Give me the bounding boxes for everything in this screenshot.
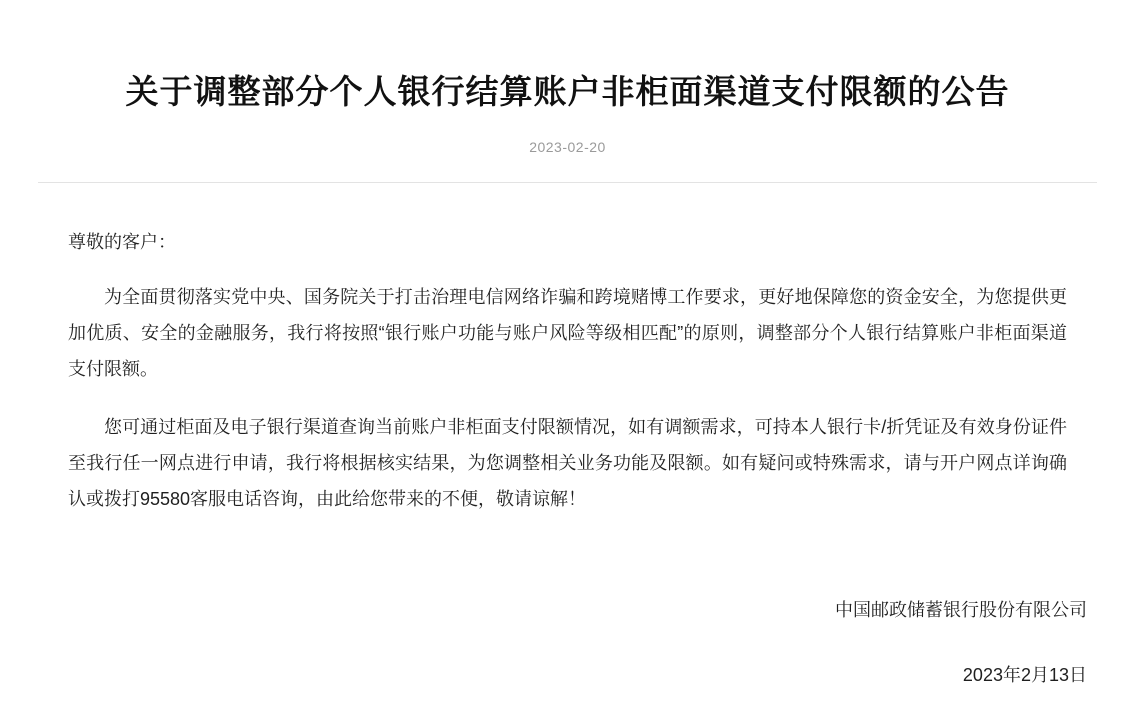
publish-date: 2023-02-20 — [529, 138, 606, 155]
body-paragraph-1: 为全面贯彻落实党中央、国务院关于打击治理电信网络诈骗和跨境赌博工作要求，更好地保障您的资金安全，为您提供更加优质、安全的金融服务，我行将按照“银行账户功能与账户风险等级相匹配”的原则，调整部分个人银行结算账户非柜面渠道支付限额。 — [68, 287, 1067, 380]
header-divider — [38, 182, 1097, 183]
announcement-page — [0, 22, 1135, 711]
salutation-text: 尊敬的客户： — [68, 231, 176, 252]
body-paragraph-2: 您可通过柜面及电子银行渠道查询当前账户非柜面支付限额情况，如有调额需求，可持本人银行卡/折凭证及有效身份证件至我行任一网点进行申请，我行将根据核实结果，为您调整相关业务功能及限额。如有疑问或特殊需求，请与开户网点详询确认或拨打95580客服电话咨询，由此给您带来的不便，敬请谅解！ — [68, 417, 1067, 510]
page-title: 关于调整部分个人银行结算账户非柜面渠道支付限额的公告 — [125, 73, 1010, 111]
document-body — [0, 227, 1135, 518]
signature-block — [835, 594, 1087, 691]
signature-company: 中国邮政储蓄银行股份有限公司 — [835, 600, 1087, 621]
signature-date: 2023年2月13日 — [962, 664, 1087, 685]
